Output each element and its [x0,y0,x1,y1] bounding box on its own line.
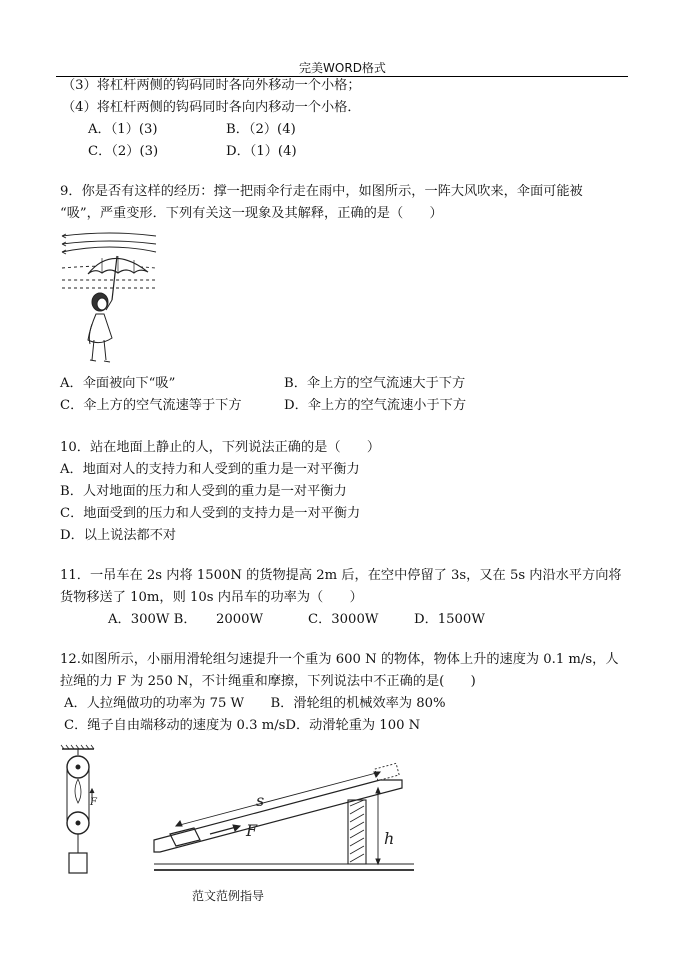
umbrella-wind-figure [60,228,160,368]
incline-force-label: F [246,821,258,840]
q10-option-a: A．地面对人的支持力和人受到的重力是一对平衡力 [60,462,360,477]
q11-option-d: D．1500W [414,612,485,627]
q12-stem-line-1: 12.如图所示，小丽用滑轮组匀速提升一个重为 600 N 的物体，物体上升的速度为 0.1 m/s，人 [60,652,619,667]
load-block-icon [69,853,87,873]
q11-stem-line-2: 货物移送了 10m，则 10s 内吊车的功率为（ ） [60,590,363,605]
sliding-block-icon [170,828,200,846]
q8-item-3: （3）将杠杆两侧的钩码同时各向外移动一个小格； [62,78,361,93]
q8-option-a: A．（1）(3) [88,122,158,137]
q9-option-c: C．伞上方的空气流速等于下方 [60,398,242,413]
q9-stem-line-2: “吸”，严重变形．下列有关这一现象及其解释，正确的是（ ） [60,206,443,221]
q10-option-d: D．以上说法都不对 [60,528,177,543]
q12-options-cd: C．绳子自由端移动的速度为 0.3 m/sD．动滑轮重为 100 N [64,718,421,733]
q9-option-b: B．伞上方的空气流速大于下方 [284,376,466,391]
q8-item-4: （4）将杠杆两侧的钩码同时各向内移动一个小格． [62,100,361,115]
inclined-plane-figure [140,760,420,876]
q8-option-c: C．（2）(3) [88,144,159,159]
incline-height-label: h [384,829,395,848]
page-footer: 范文范例指导 [192,889,265,903]
q9-option-a: A．伞面被向下“吸” [60,376,176,391]
page-header: 完美WORD格式 [299,61,386,75]
q10-option-c: C．地面受到的压力和人受到的支持力是一对平衡力 [60,506,361,521]
q12-options-ab: A．人拉绳做功的功率为 75 W B．滑轮组的机械效率为 80% [64,696,446,711]
q9-option-d: D．伞上方的空气流速小于下方 [284,398,467,413]
q8-option-d: D．（1）(4) [226,144,297,159]
incline-distance-label: s [256,791,265,810]
incline-board [154,780,402,852]
q9-stem-line-1: 9．你是否有这样的经历：撑一把雨伞行走在雨中，如图所示，一阵大风吹来，伞面可能被 [60,184,583,199]
q11-stem-line-1: 11．一吊车在 2s 内将 1500N 的货物提高 2m 后，在空中停留了 3s，又在 5s 内沿水平方向将 [60,568,622,583]
girl-icon [88,293,112,362]
q12-stem-line-2: 拉绳的力 F 为 250 N，不计绳重和摩擦，下列说法中不正确的是( ) [60,674,476,689]
q10-option-b: B．人对地面的压力和人受到的重力是一对平衡力 [60,484,347,499]
pulley-force-label: F [90,797,97,808]
pulley-system-figure [60,743,100,879]
q8-option-b: B．（2）(4) [226,122,296,137]
q11-option-a: A．300W B． [108,612,197,627]
q10-stem: 10．站在地面上静止的人，下列说法正确的是（ ） [60,440,381,455]
q11-option-c: C．3000W [308,612,379,627]
q11-option-b: 2000W [216,612,264,627]
